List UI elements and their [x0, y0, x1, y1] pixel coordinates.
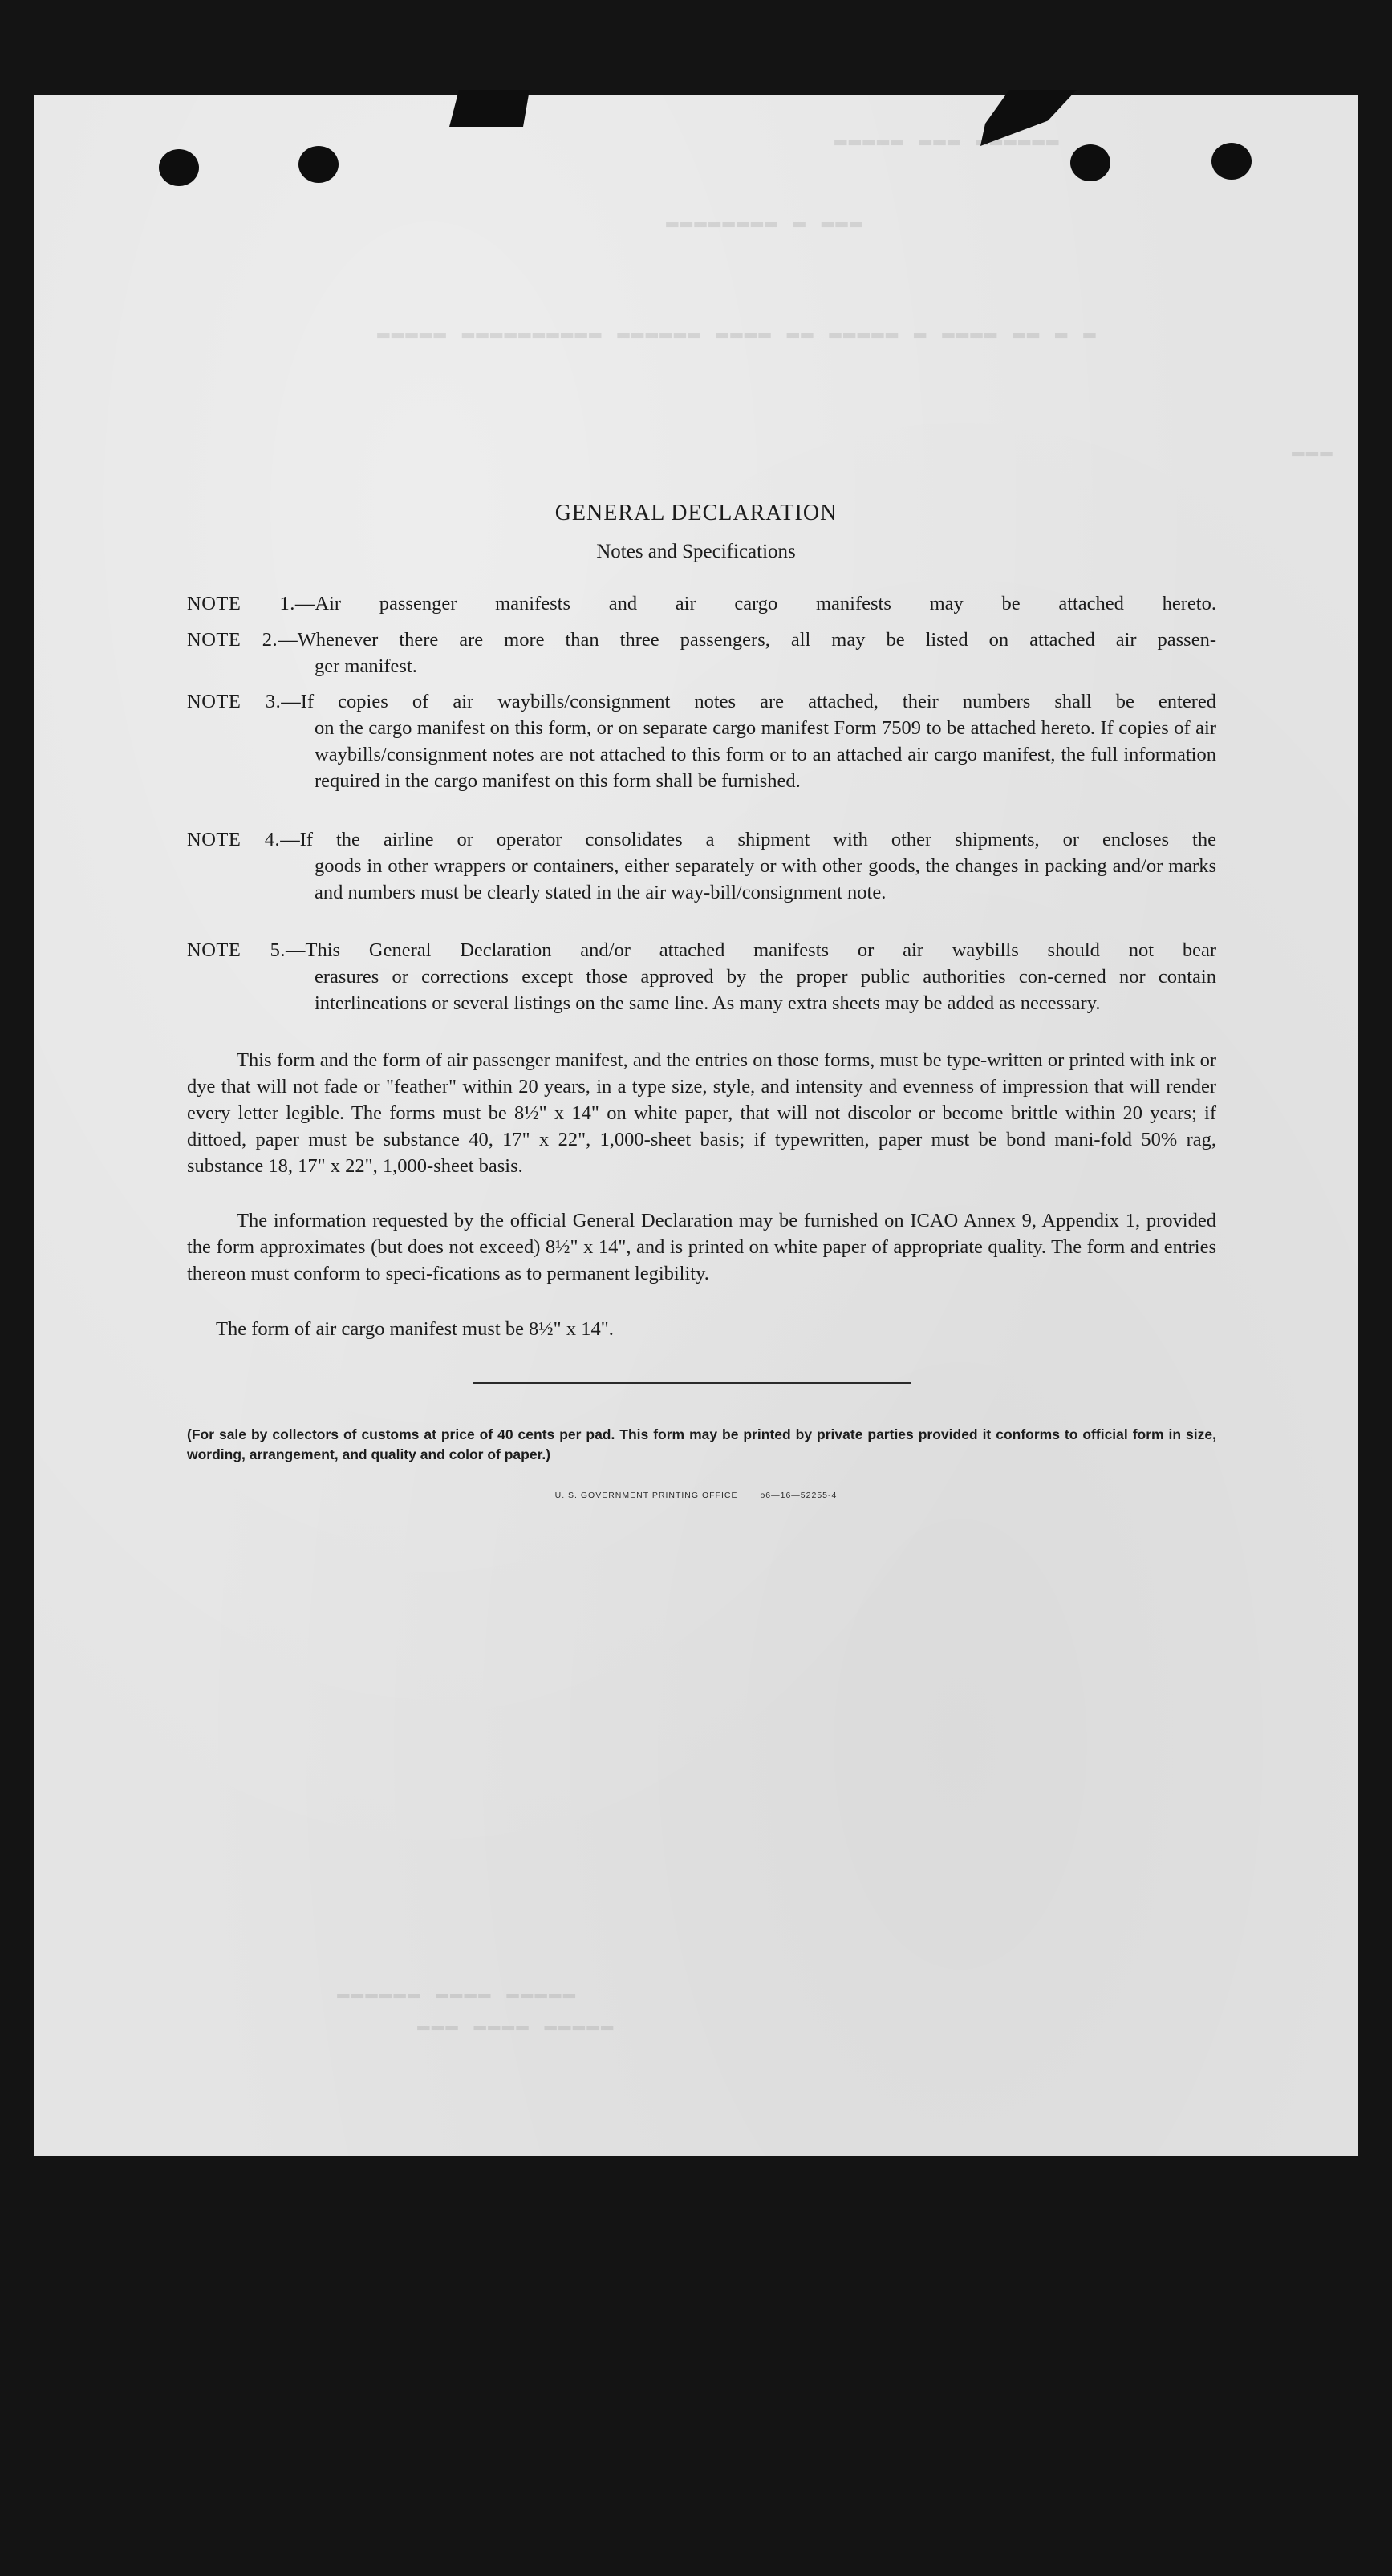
paragraph-icao — [187, 1207, 1216, 1287]
bleed-through-text: ▬▬▬▬▬ ▬▬▬ ▬▬▬▬▬▬ — [834, 128, 1061, 152]
imprint-code: o6—16—52255-4 — [760, 1491, 838, 1500]
bleed-through-text: ▬▬▬▬▬▬▬▬ ▬ ▬▬▬ — [666, 210, 864, 234]
note-text: —Whenever there are more than three passengers, all may be listed on attached air passen- — [278, 629, 1216, 651]
note-text-continuation: erasures or corrections except those approved by the proper public authorities con-cerned nor contain interlineations or several listings on the same line. As many extra sheets may be added as necessary. — [315, 966, 1216, 1014]
paragraph-cargo-manifest — [187, 1316, 1216, 1342]
note-text: —If the airline or operator consolidates a shipment with other shipments, or encloses the — [280, 829, 1216, 850]
note-label: NOTE 4. — [187, 829, 281, 850]
note-text: —If copies of air waybills/consignment notes are attached, their numbers shall be entered — [281, 691, 1216, 712]
torn-edge-left — [449, 90, 530, 127]
divider-rule — [473, 1382, 911, 1384]
note-label: NOTE 5. — [187, 939, 286, 961]
note-text: —This General Declaration and/or attached manifests or air waybills should not bear — [286, 939, 1216, 961]
note-text-continuation: on the cargo manifest on this form, or on separate cargo manifest Form 7509 to be attached hereto. If copies of air waybills/consignment notes are not attached to this form or to an attached air cargo manifest, the full information required in the cargo manifest on this form shall be furnished. — [315, 717, 1216, 792]
sale-footnote: (For sale by collectors of customs at price of 40 cents per pad. This form may be printed by private parties provided it conforms to official form in size, wording, arrangement, and quality and color of paper.) — [187, 1426, 1216, 1462]
paragraph-text: The form of air cargo manifest must be 8½" x 14". — [216, 1318, 614, 1340]
note-text-continuation: ger manifest. — [315, 655, 417, 677]
note-1 — [187, 590, 1216, 617]
punch-hole-left-2 — [298, 146, 339, 183]
paragraph-text: The information requested by the official General Declaration may be furnished on ICAO Annex 9, Appendix 1, provided the form approximates (but does not exceed) 8½" x 14", and is printed on white paper of appropriate quality. The form and entries thereon must conform to speci-fications as to permanent legibility. — [187, 1210, 1216, 1284]
bleed-through-text: ▬▬▬▬▬▬ ▬▬▬▬ ▬▬▬▬▬ — [337, 1982, 578, 2006]
bleed-through-text: ▬▬▬▬▬ ▬▬▬▬▬▬▬▬▬▬ ▬▬▬▬▬▬ ▬▬▬▬ ▬▬ ▬▬▬▬▬ ▬ ▬▬▬▬ ▬▬ ▬ ▬ — [377, 321, 1098, 345]
note-text: —Air passenger manifests and air cargo manifests may be attached hereto. — [294, 593, 1216, 615]
page-title: GENERAL DECLARATION — [554, 501, 838, 525]
paragraph-text: This form and the form of air passenger manifest, and the entries on those forms, must be type-written or printed with ink or dye that will not fade or "feather" within 20 years, in a type size, style, and intensity and evenness of impression that will render every letter legible. The forms must be 8½" x 14" on white paper, that will not discolor or become brittle within 20 years; if dittoed, paper must be substance 40, 17" x 22", 1,000-sheet basis; if typewritten, paper must be bond mani-fold 50% rag, substance 18, 17" x 22", 1,000-sheet basis. — [187, 1049, 1216, 1177]
note-label: NOTE 3. — [187, 691, 282, 712]
printing-office-imprint — [0, 1491, 1392, 1500]
bleed-through-text: ▬▬▬ — [1292, 440, 1334, 464]
note-2 — [187, 627, 1216, 679]
note-label: NOTE 1. — [187, 593, 295, 615]
note-text-continuation: goods in other wrappers or containers, either separately or with other goods, the changes in packing and/or marks and numbers must be clearly stated in the air way-bill/consignment note. — [315, 855, 1216, 903]
paragraph-form-specifications — [187, 1047, 1216, 1179]
page-subtitle: Notes and Specifications — [596, 541, 796, 562]
note-4 — [187, 826, 1216, 906]
imprint-text: U. S. GOVERNMENT PRINTING OFFICE — [554, 1491, 738, 1500]
note-5 — [187, 937, 1216, 1016]
punch-hole-right-1 — [1070, 144, 1110, 181]
note-label: NOTE 2. — [187, 629, 278, 651]
punch-hole-left-1 — [159, 149, 199, 186]
punch-hole-right-2 — [1211, 143, 1252, 180]
bleed-through-text: ▬▬▬ ▬▬▬▬ ▬▬▬▬▬ — [417, 2014, 615, 2038]
note-3 — [187, 688, 1216, 794]
